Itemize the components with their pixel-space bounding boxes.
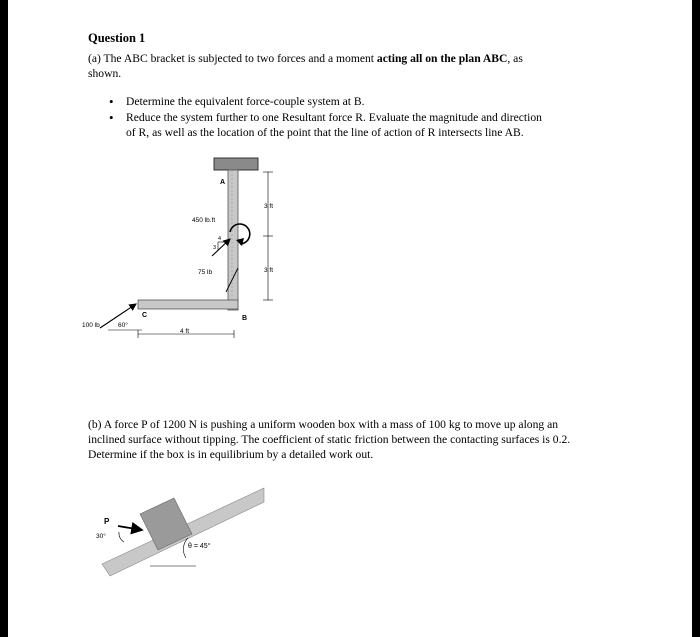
part-b-line1: (b) A force P of 1200 N is pushing a uniform wooden box with a mass of 100 kg to move up along an xyxy=(88,418,559,431)
force-75lb-label: 75 lb xyxy=(198,269,213,276)
label-b: B xyxy=(242,315,248,322)
ceiling-support xyxy=(214,158,258,170)
bullet-dot-2: • xyxy=(109,110,114,125)
bullet-1-text: Determine the equivalent force-couple system at B. xyxy=(126,95,365,108)
slope-4: 4 xyxy=(218,236,222,242)
force-p-arrow xyxy=(118,526,142,530)
document-page xyxy=(8,0,692,637)
dim-top-label: 3 ft xyxy=(264,203,274,210)
incline-figure xyxy=(88,480,278,580)
bullet-dot-1: • xyxy=(109,94,114,109)
part-a-intro-line2: shown. xyxy=(88,67,122,80)
part-a-intro-bold: acting all on the plan ABC xyxy=(376,52,508,65)
part-b-line2: inclined surface without tipping. The coefficient of static friction between the contacting surfaces is 0.2. xyxy=(88,433,571,446)
bullet-2-line1: Reduce the system further to one Resultant force R. Evaluate the magnitude and direction xyxy=(126,111,542,124)
dim-bottom-label: 3 ft xyxy=(264,267,274,274)
part-a-intro-text-2: , as xyxy=(507,52,523,65)
push-angle-label: 30° xyxy=(96,533,106,540)
slope-3: 3 xyxy=(213,245,217,251)
question-title: Question 1 xyxy=(88,31,146,45)
bullet-2-line2: of R, as well as the location of the point that the line of action of R intersects line AB. xyxy=(126,126,524,139)
force-p-label: P xyxy=(104,517,110,526)
part-b-line3: Determine if the box is in equilibrium by a detailed work out. xyxy=(88,448,374,461)
label-c: C xyxy=(142,312,148,319)
moment-label: 450 lb.ft xyxy=(192,217,216,224)
member-cb xyxy=(138,300,238,309)
label-a: A xyxy=(220,179,226,186)
angle-60-label: 60° xyxy=(118,322,128,329)
bracket-figure xyxy=(68,150,308,350)
part-a-intro-text-1: (a) The ABC bracket is subjected to two forces and a moment xyxy=(88,52,375,65)
dim-horizontal-label: 4 ft xyxy=(180,328,190,335)
incline-angle-label: θ = 45° xyxy=(188,543,211,550)
force-100lb-label: 100 lb xyxy=(82,322,100,329)
part-a-intro xyxy=(88,51,523,66)
